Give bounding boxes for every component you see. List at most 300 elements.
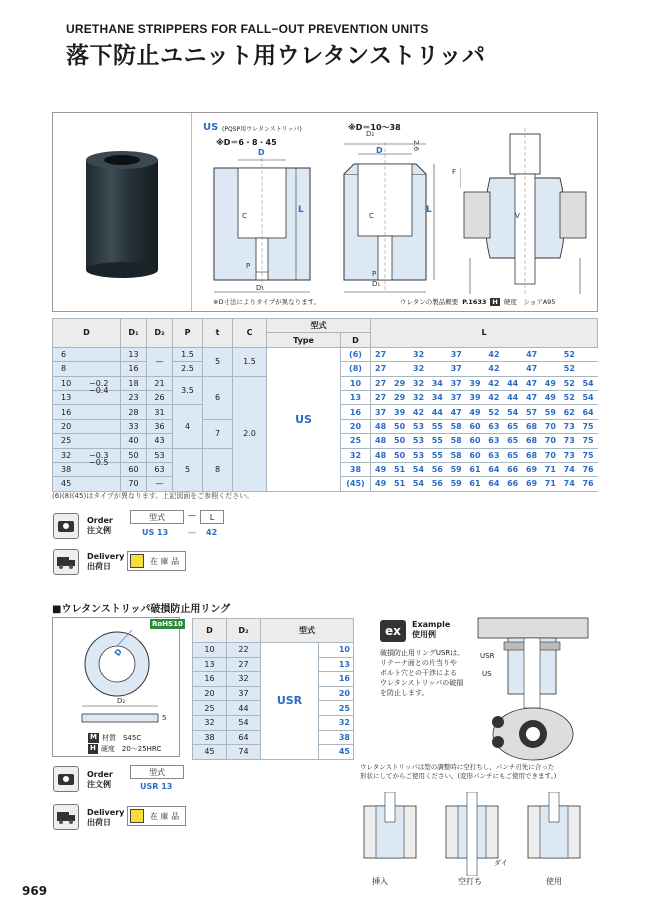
cell-d (53, 477, 121, 491)
ring-th-d: D (193, 619, 227, 643)
cell-l: 53 (409, 419, 428, 433)
example-label-usr: USR (480, 652, 495, 660)
cell-l: 73 (560, 448, 579, 462)
ring-cell-type-size: 13 (319, 657, 354, 672)
ring-dim-d2: D₂ (117, 697, 126, 705)
d-large-note: ※D＝10〜38 (348, 123, 401, 132)
cell-l: 54 (503, 405, 522, 419)
order-label-1 (87, 516, 113, 536)
cell-l: 51 (390, 477, 409, 491)
ring-hardness-value: 硬度 20〜25HRC (100, 745, 162, 753)
dim-c-large: C (369, 212, 374, 220)
example-desc (380, 648, 464, 698)
cell-l: 56 (428, 477, 447, 491)
cell-l: 74 (560, 477, 579, 491)
main-table-note: (6)(8)(45)はタイプが異なります。上記図面をご参照ください。 (52, 492, 254, 500)
delivery2-ja: 出荷日 (87, 818, 111, 827)
cell-p: 3.5 (173, 376, 203, 405)
cell-l: 60 (466, 419, 485, 433)
ring-spec-table (192, 618, 354, 760)
cell-l: 37 (371, 405, 391, 419)
cell-l: 42 (409, 405, 428, 419)
cell-l: 55 (428, 434, 447, 448)
ring-cell-d: 13 (193, 657, 227, 672)
cell-l: 51 (390, 462, 409, 476)
ring-cell-d: 45 (193, 745, 227, 760)
delivery2-en: Delivery (87, 808, 125, 817)
cell-l: 29 (390, 390, 409, 404)
cell-l: 68 (522, 434, 541, 448)
type-desc: (PQSP用ウレタンストリッパ) (222, 126, 302, 133)
cell-d2: 43 (147, 434, 173, 448)
example-ja: 使用例 (412, 630, 436, 639)
cell-p: 1.5 (173, 347, 203, 361)
page-number: 969 (22, 884, 48, 898)
dim-c-small: C (242, 212, 247, 220)
ring-cell-type-size: 20 (319, 686, 354, 701)
ring-cell-type-size: 10 (319, 643, 354, 658)
dim-l-large: L (426, 205, 432, 215)
dim-p-small: P (246, 262, 251, 270)
drawing-assembly (460, 128, 594, 294)
cell-l: 59 (541, 405, 560, 419)
cell-l: 64 (484, 477, 503, 491)
example-desc-line: ボルト穴との干渉による (380, 669, 457, 677)
cell-l: 70 (541, 434, 560, 448)
overview-label: ウレタンの製品概要 (400, 298, 459, 306)
ring-cell-d: 10 (193, 643, 227, 658)
ring-cell-d2: 74 (227, 745, 261, 760)
cell-l: 49 (371, 462, 391, 476)
th-type: Type (267, 333, 341, 347)
dim-d1-large: D₁ (372, 280, 381, 288)
ring-cell-d2: 22 (227, 643, 261, 658)
step-insert-label: 挿入 (372, 877, 388, 886)
cell-l: 75 (579, 448, 598, 462)
example-note-line: 形状にしてからご使用ください。(変形パンチにもご使用できます。) (360, 772, 557, 780)
cell-type-d: (8) (341, 362, 371, 376)
drawing-small-type (196, 148, 336, 298)
cell-l: 49 (541, 390, 560, 404)
cell-p: 5 (173, 448, 203, 491)
ring-hardness (88, 744, 161, 754)
cell-l: 63 (484, 419, 503, 433)
cell-l: 58 (447, 434, 466, 448)
cell-l: 42 (484, 362, 522, 376)
cell-l: 68 (522, 448, 541, 462)
material-badge: M (90, 733, 97, 741)
material-value: 材質 S45C (101, 734, 142, 742)
order1-col-type: 型式 (130, 510, 184, 524)
type-code-label: US (203, 122, 219, 133)
delivery-icon (53, 549, 79, 575)
ring-cell-d2: 37 (227, 686, 261, 701)
cell-d-value: 20 (61, 421, 72, 431)
cell-l: 37 (447, 362, 485, 376)
stock-tag-1 (127, 551, 186, 571)
cell-d-value: 8 (61, 364, 67, 374)
cell-type-d: 13 (341, 390, 371, 404)
cell-l: 42 (484, 390, 503, 404)
cell-l: 63 (484, 448, 503, 462)
order-icon-2 (53, 766, 79, 792)
cell-l: 63 (484, 434, 503, 448)
ring-material (88, 733, 141, 743)
ring-cell-type-size: 25 (319, 701, 354, 716)
ring-cell-d: 32 (193, 715, 227, 730)
cell-d-value: 10 (61, 378, 72, 388)
cell-l: 70 (541, 419, 560, 433)
stock-box-icon (130, 809, 144, 823)
main-table-body (53, 347, 598, 491)
cell-d2: 26 (147, 390, 173, 404)
hardness-badge: H (492, 297, 498, 306)
cell-type: US (267, 347, 341, 491)
ring-cell-type-size: 16 (319, 672, 354, 687)
cell-l: 64 (484, 462, 503, 476)
cell-d1: 50 (121, 448, 147, 462)
cell-d-tolerance-lower: −0.5 (89, 457, 109, 467)
cell-l: 27 (371, 390, 391, 404)
cell-l: 32 (409, 376, 428, 390)
cell-l: 69 (522, 462, 541, 476)
example-title (412, 620, 450, 640)
cell-l: 52 (560, 376, 579, 390)
cell-l: 42 (484, 347, 522, 361)
example-desc-line: リテーナ面との片当りや (380, 659, 457, 667)
cell-d (53, 376, 121, 390)
d-small-note: ※D＝6・8・45 (216, 138, 277, 147)
cell-l: 32 (409, 347, 447, 361)
cell-d (53, 347, 121, 361)
cell-l: 55 (428, 419, 447, 433)
overview-page[interactable]: P.1633 (462, 297, 487, 306)
cell-l: 71 (541, 477, 560, 491)
header-title-en: URETHANE STRIPPERS FOR FALL−OUT PREVENTION UNITS (66, 22, 429, 36)
cell-p: 4 (173, 405, 203, 448)
cell-l: 44 (503, 376, 522, 390)
dim-26-large: 2.6 (412, 140, 420, 152)
cell-l: 53 (409, 434, 428, 448)
cell-l: 54 (579, 390, 598, 404)
cell-d1: 40 (121, 434, 147, 448)
cell-l: 59 (447, 477, 466, 491)
cell-l: 49 (466, 405, 485, 419)
cell-d-value: 25 (61, 436, 72, 446)
cell-d1: 13 (121, 347, 147, 361)
table-row (53, 347, 598, 361)
cell-l: 47 (522, 362, 560, 376)
cell-l: 32 (409, 390, 428, 404)
step-strike-label: 空打ち (458, 877, 482, 886)
cell-l: 34 (428, 390, 447, 404)
cell-l: 68 (522, 419, 541, 433)
order-en: Order (87, 516, 113, 525)
cell-d-value: 38 (61, 465, 72, 475)
ring-cell-d: 38 (193, 730, 227, 745)
example-desc-line: を防止します。 (380, 689, 429, 697)
cell-l: 52 (560, 347, 598, 361)
cell-l: 60 (466, 434, 485, 448)
cell-l: 48 (371, 419, 391, 433)
cell-l: 47 (522, 347, 560, 361)
cell-l: 52 (484, 405, 503, 419)
cell-l: 55 (428, 448, 447, 462)
stock-box-icon (130, 554, 144, 568)
ring-cell-type-size: 45 (319, 745, 354, 760)
delivery-label-1 (87, 552, 124, 572)
cell-l: 53 (409, 448, 428, 462)
cell-d2: 21 (147, 376, 173, 390)
figure-divider (191, 113, 192, 311)
cell-d-value: 13 (61, 393, 72, 403)
ring-section-title: ■ウレタンストリッパ破損防止用リング (52, 604, 231, 615)
cell-d-value: 6 (61, 349, 67, 359)
cell-type-d: 20 (341, 419, 371, 433)
delivery-icon-2 (53, 804, 79, 830)
ring-cell-d2: 54 (227, 715, 261, 730)
dim-d-large: D (376, 146, 383, 155)
cell-l: 47 (447, 405, 466, 419)
cell-t: 7 (203, 419, 233, 448)
th-type-d: D (341, 333, 371, 347)
example-label-us: US (482, 670, 492, 678)
cell-d2: — (147, 477, 173, 491)
th-l: L (371, 319, 598, 348)
cell-l: 34 (428, 376, 447, 390)
cell-l: 70 (541, 448, 560, 462)
cell-l: 58 (447, 448, 466, 462)
order2-col-type: 型式 (130, 765, 184, 779)
example-icon: ex (380, 620, 406, 642)
cell-l: 59 (447, 462, 466, 476)
cell-d-tolerance-upper: −0.2 (89, 378, 109, 388)
dim-d2-large: D₂ (366, 130, 375, 138)
cell-t: 5 (203, 347, 233, 376)
cell-l: 47 (522, 390, 541, 404)
cell-p: 2.5 (173, 362, 203, 376)
ring-dim-d: D (112, 647, 124, 658)
rohs-badge: RoHS10 (152, 620, 183, 628)
ring-cell-d: 16 (193, 672, 227, 687)
cell-type-d: 10 (341, 376, 371, 390)
ring-th-model: 型式 (261, 619, 354, 643)
cell-l: 44 (428, 405, 447, 419)
example-desc-line: ウレタンストリッパの破損 (380, 679, 464, 687)
dim-d-small: D (258, 148, 265, 157)
cell-type-d: (45) (341, 477, 371, 491)
cell-l: 39 (466, 390, 485, 404)
th-t: t (203, 319, 233, 348)
cell-l: 66 (503, 462, 522, 476)
order-ja: 注文例 (87, 526, 111, 535)
stock-label: 在 庫 品 (150, 556, 180, 566)
cell-d2: — (147, 347, 173, 376)
cell-type-d: 32 (341, 448, 371, 462)
ring-cell-d: 20 (193, 686, 227, 701)
order2-en: Order (87, 770, 113, 779)
cell-l: 73 (560, 419, 579, 433)
order2-ja: 注文例 (87, 780, 111, 789)
example-note (360, 763, 556, 781)
header-title-ja: 落下防止ユニット用ウレタンストリッパ (66, 43, 486, 69)
cell-l: 44 (503, 390, 522, 404)
cell-l: 27 (371, 362, 410, 376)
cell-l: 76 (579, 462, 598, 476)
step-use-drawing (528, 792, 580, 858)
example-desc-line: 破損防止用リングUSRは、 (380, 649, 465, 657)
ring-cell-type-size: 32 (319, 715, 354, 730)
die-label: ダイ (494, 859, 508, 867)
stock-label-2: 在 庫 品 (150, 811, 180, 821)
example-drawing (468, 614, 598, 764)
cell-l: 64 (579, 405, 598, 419)
th-p: P (173, 319, 203, 348)
drawing-large-type (330, 134, 460, 298)
ring-drawing (72, 626, 172, 736)
delivery-label-2 (87, 808, 124, 828)
ring-cell-d: 25 (193, 701, 227, 716)
cell-l: 29 (390, 376, 409, 390)
cell-l: 65 (503, 434, 522, 448)
cell-l: 58 (447, 419, 466, 433)
cell-l: 39 (390, 405, 409, 419)
order1-dash: — (188, 511, 196, 520)
cell-l: 61 (466, 462, 485, 476)
order-icon (53, 513, 79, 539)
order1-ex-type: US 13 (142, 528, 169, 537)
th-c: C (233, 319, 267, 348)
cell-l: 54 (579, 376, 598, 390)
dim-p-large: P (372, 270, 377, 278)
cell-type-d: (6) (341, 347, 371, 361)
order1-ex-l: 42 (206, 528, 218, 537)
cell-l: 65 (503, 419, 522, 433)
cell-l: 54 (409, 477, 428, 491)
cell-l: 75 (579, 434, 598, 448)
cell-l: 37 (447, 347, 485, 361)
cell-d1: 33 (121, 419, 147, 433)
cell-d (53, 419, 121, 433)
th-d: D (53, 319, 121, 348)
th-model: 型式 (267, 319, 371, 333)
cell-t: 6 (203, 376, 233, 419)
cell-l: 69 (522, 477, 541, 491)
cell-d2: 63 (147, 462, 173, 476)
step-insert-drawing (364, 792, 416, 858)
cell-d2: 53 (147, 448, 173, 462)
ring-cell-d2: 27 (227, 657, 261, 672)
cell-d1: 70 (121, 477, 147, 491)
step-strike-drawing (446, 792, 498, 876)
example-note-line: ウレタンストリッパは型の調整時に空打ちし、パンチ刃先に合った (360, 763, 555, 771)
order2-ex-type: USR 13 (140, 782, 173, 791)
cell-d (53, 362, 121, 376)
cell-d (53, 405, 121, 419)
cell-l: 50 (390, 448, 409, 462)
step-drawings (358, 792, 588, 876)
cell-l: 62 (560, 405, 579, 419)
ring-hardness-badge: H (90, 744, 96, 752)
cell-l: 50 (390, 419, 409, 433)
cell-l: 56 (428, 462, 447, 476)
cell-l: 48 (371, 434, 391, 448)
cell-d2: 31 (147, 405, 173, 419)
cell-type-d: 38 (341, 462, 371, 476)
cell-l: 39 (466, 376, 485, 390)
example-en: Example (412, 620, 451, 629)
ring-cell-d2: 64 (227, 730, 261, 745)
ring-cell-d2: 32 (227, 672, 261, 687)
cell-l: 61 (466, 477, 485, 491)
figure-overview (400, 297, 555, 306)
stock-tag-2 (127, 806, 186, 826)
ring-table-row (193, 643, 354, 658)
th-d2: D₂ (147, 319, 173, 348)
cell-l: 73 (560, 434, 579, 448)
order1-ex-dash: — (188, 528, 196, 537)
cell-d1: 60 (121, 462, 147, 476)
cell-l: 57 (522, 405, 541, 419)
product-photo (60, 140, 184, 300)
cell-d-value: 45 (61, 479, 72, 489)
hardness-value: 硬度 ショアA95 (503, 298, 556, 306)
cell-d1: 18 (121, 376, 147, 390)
cell-l: 65 (503, 448, 522, 462)
th-d1: D₁ (121, 319, 147, 348)
cell-d (53, 448, 121, 462)
cell-l: 66 (503, 477, 522, 491)
cell-d1: 23 (121, 390, 147, 404)
cell-d2: 36 (147, 419, 173, 433)
cell-d-value: 16 (61, 407, 72, 417)
cell-l: 52 (560, 390, 579, 404)
cell-l: 74 (560, 462, 579, 476)
ring-cell-type: USR (261, 643, 319, 760)
ring-cell-type-size: 38 (319, 730, 354, 745)
cell-d (53, 385, 121, 404)
dim-l-small: L (298, 205, 304, 215)
delivery-ja: 出荷日 (87, 562, 111, 571)
cell-l: 76 (579, 477, 598, 491)
order1-col-l: L (200, 510, 224, 524)
dim-d1-small: D₁ (256, 284, 265, 292)
cell-d-tolerance-lower: −0.4 (89, 385, 109, 395)
ring-th-d2: D₂ (227, 619, 261, 643)
cell-l: 48 (371, 448, 391, 462)
cell-d (53, 434, 121, 448)
cell-d-tolerance-upper: −0.3 (89, 450, 109, 460)
cell-d1: 16 (121, 362, 147, 376)
ring-table-body (193, 643, 354, 760)
cell-type-d: 16 (341, 405, 371, 419)
cell-type-d: 25 (341, 434, 371, 448)
cell-l: 52 (560, 362, 598, 376)
ring-cell-d2: 44 (227, 701, 261, 716)
cell-l: 50 (390, 434, 409, 448)
main-spec-table (52, 318, 598, 492)
order-label-2 (87, 770, 113, 790)
cell-l: 75 (579, 419, 598, 433)
cell-l: 37 (447, 376, 466, 390)
cell-l: 71 (541, 462, 560, 476)
cell-l: 37 (447, 390, 466, 404)
cell-l: 27 (371, 376, 391, 390)
delivery-en: Delivery (87, 552, 125, 561)
step-use-label: 使用 (546, 877, 562, 886)
cell-l: 49 (371, 477, 391, 491)
cell-c: 1.5 (233, 347, 267, 376)
